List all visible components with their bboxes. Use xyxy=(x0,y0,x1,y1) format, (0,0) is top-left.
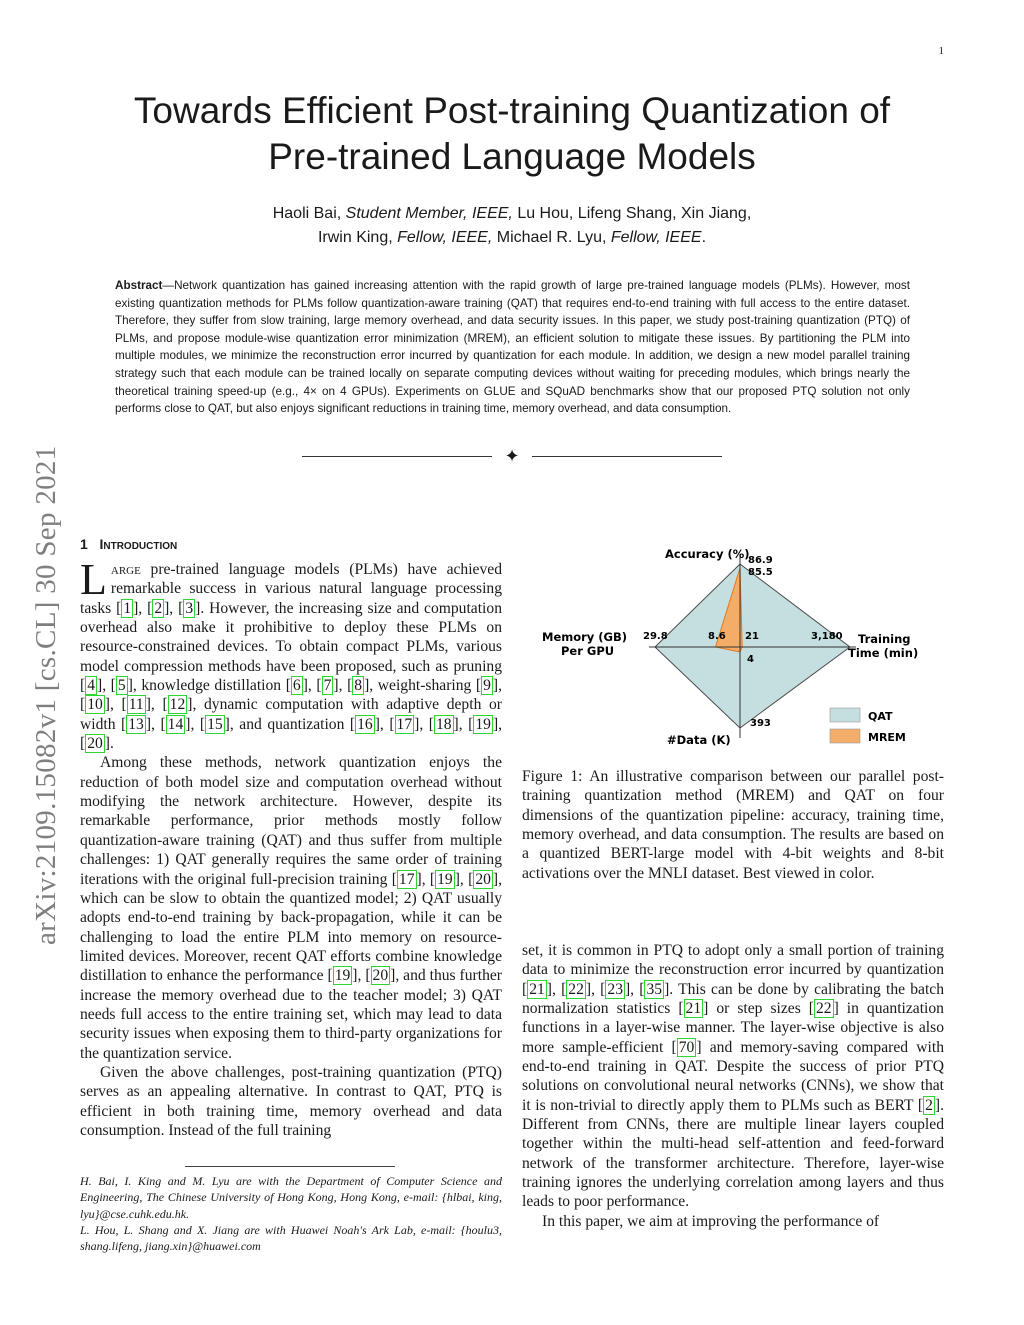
citation-link[interactable]: 20 xyxy=(475,870,491,888)
drop-cap: L xyxy=(80,555,107,604)
citation-link[interactable]: 22 xyxy=(568,980,584,998)
author-lyu: Michael R. Lyu, xyxy=(496,229,607,246)
citation-link[interactable]: 16 xyxy=(357,715,373,733)
abstract-label: Abstract xyxy=(115,279,163,292)
paper-title xyxy=(60,88,964,180)
citation-link[interactable]: 9 xyxy=(483,677,491,695)
citation-link[interactable]: 22 xyxy=(815,1000,832,1018)
abstract xyxy=(115,277,910,418)
divider-line-right xyxy=(532,456,722,457)
citation-link[interactable]: 19 xyxy=(334,967,351,985)
citation-link[interactable]: 17 xyxy=(398,870,415,888)
right-paragraph-2: In this paper, we aim at improving the performance of xyxy=(542,1212,880,1230)
arxiv-stamp: arXiv:2109.15082v1 [cs.CL] 30 Sep 2021 xyxy=(30,445,62,945)
label-training: Training xyxy=(858,632,911,646)
citation-link[interactable]: 20 xyxy=(87,735,103,753)
divider-line-left xyxy=(302,456,492,457)
footnote-affiliation-2: L. Hou, L. Shang and X. Jiang are with Huawei Noah's Ark Lab, e-mail: {houlu3, shang.lifeng, jiang.xin}@huawei.com xyxy=(80,1222,502,1254)
citation-link[interactable]: 21 xyxy=(529,980,545,998)
section-number: 1 xyxy=(80,536,88,552)
citation-link[interactable]: 11 xyxy=(128,696,144,714)
citation-link[interactable]: 23 xyxy=(607,980,623,998)
label-memory: Memory (GB) xyxy=(542,630,628,644)
author-end: . xyxy=(701,229,707,246)
citation-link[interactable]: 70 xyxy=(678,1038,695,1056)
legend-label-qat: QAT xyxy=(868,710,893,723)
intro-paragraph-3: Given the above challenges, post-training quantization (PTQ) serves as an appealing alternative. In contrast to QAT, PTQ is efficient in both training time, memory overhead and data consumption. Instead of the full training xyxy=(80,1063,502,1139)
legend-label-mrem: MREM xyxy=(868,731,906,744)
citation-link[interactable]: 21 xyxy=(685,1000,702,1018)
citation-link[interactable]: 17 xyxy=(396,715,413,733)
citation-link[interactable]: 20 xyxy=(372,967,389,985)
citation-link[interactable]: 1 xyxy=(123,599,132,617)
qat-polygon xyxy=(655,564,850,728)
value-accuracy-qat: 86.9 xyxy=(748,555,773,566)
legend-swatch-mrem xyxy=(830,729,860,743)
abstract-text: —Network quantization has gained increasing attention with the rapid growth of large pre-trained language models (PLMs). However, most existing quantization methods for PLMs follow quantization-aware training (QAT) that requires end-to-end training with full access to the entire dataset. Therefore, they suffer from slow training, large memory overhead, and data security issues. In this paper, we study post-training quantization (PTQ) of PLMs, and propose module-wise quantization error minimization (MREM), an efficient solution to mitigate these issues. By partitioning the PLM into multiple modules, we minimize the reconstruction error incurred by quantization for each module. In addition, we design a new model parallel training strategy such that each module can be trained locally on separate computing devices without waiting for preceding modules, which brings nearly the theoretical training speed-up (e.g., 4× on 4 GPUs). Experiments on GLUE and SQuAD benchmarks show that our proposed PTQ solution not only performs close to QAT, but also enjoys significant reductions in training time, memory overhead, and data consumption. xyxy=(115,279,910,416)
citation-link[interactable]: 3 xyxy=(185,599,194,617)
citation-link[interactable]: 2 xyxy=(925,1096,933,1114)
footnote-affiliation-1: H. Bai, I. King and M. Lyu are with the Department of Computer Science and Engineering, The Chinese University of Hong Kong, Hong Kong, e-mail: {hlbai, king, lyu}@cse.cuhk.edu.hk. xyxy=(80,1174,502,1221)
intro-paragraph-2: Among these methods, network quantization enjoys the reduction of both model size and computation overhead without modifying the network architecture. However, despite its remarkable performance, prior methods mostly follow quantization-aware training (QAT) and thus suffer from multiple challenges: 1) QAT generally requires the same order of training iterations with the original full-precision training [ 17 ], [ 19 ], [ 20 ], which can be slow to obtain the quantized model; 2) QAT usually adopts end-to-end training by back-propagation, while it can be challenging to load the entire PLM into memory on resource-limited devices. Moreover, recent QAT efforts combine knowledge distillation to enhance the performance [ 19 ], [ 20 ], and thus further increase the memory overhead due to the teacher model; 3) QAT needs full access to the entire training set, which may lead to data security issues when exposing them to third-party organizations for the quantization service. xyxy=(80,754,503,1062)
citation-link[interactable]: 10 xyxy=(87,696,103,714)
author-role: Fellow, IEEE, xyxy=(397,229,493,246)
citation-link[interactable]: 2 xyxy=(154,599,163,617)
citation-link[interactable]: 13 xyxy=(128,715,144,733)
citation-link[interactable]: 19 xyxy=(475,715,491,733)
author-line-2 xyxy=(60,227,964,249)
value-center: 21 xyxy=(745,631,759,642)
intro-right-column xyxy=(522,941,944,1231)
page-number: 1 xyxy=(938,45,944,57)
author-line-1 xyxy=(60,203,964,225)
citation-link[interactable]: 7 xyxy=(323,677,332,695)
value-memory-qat: 29.8 xyxy=(643,631,668,642)
value-data-qat: 393 xyxy=(750,718,771,729)
author-role: Fellow, IEEE xyxy=(610,229,702,246)
intro-paragraph-1: Large pre-trained language models (PLMs) have achieved remarkable success in various natural language processing tasks [ 1 ], [ 2 ], [ 3 ]. However, the increasing size and computation overhead also make it prohibitive to deploy these PLMs on resource-constrained devices. To obtain compact PLMs, various model compression methods have been proposed, such as pruning [ 4 ], [ 5 ], knowledge distillation [ 6 ], [ 7 ], [ 8 ], weight-sharing [ 9 ], [ 10 ], [ 11 ], [ 12 ], dynamic computation with adaptive depth or width [ 13 ], [ 14 ], [ 15 ], and quantization [ 16 ], [ 17 ], [ 18 ], [ 19 ], [ 20 ]. xyxy=(80,555,503,753)
value-memory-mrem: 8.6 xyxy=(708,631,726,642)
citation-link[interactable]: 19 xyxy=(437,870,453,888)
value-time-qat: 3,180 xyxy=(811,631,843,642)
author-list: Lu Hou, Lifeng Shang, Xin Jiang, xyxy=(517,205,752,222)
label-accuracy: Accuracy (%) xyxy=(665,547,750,561)
footnote-rule xyxy=(185,1166,395,1167)
legend-swatch-qat xyxy=(830,708,860,722)
radar-chart xyxy=(525,540,945,760)
author-king: Irwin King, xyxy=(317,229,393,246)
divider-star-icon: ✦ xyxy=(504,446,520,466)
label-training-sub: Time (min) xyxy=(848,646,919,660)
citation-link[interactable]: 4 xyxy=(87,677,95,695)
section-title: Introduction xyxy=(99,536,178,552)
title-line-1: Towards Efficient Post-training Quantization of xyxy=(133,90,891,131)
citation-link[interactable]: 35 xyxy=(646,980,663,998)
intro-left-column xyxy=(80,555,503,1140)
citation-link[interactable]: 6 xyxy=(292,677,301,695)
figure-caption: Figure 1: An illustrative comparison between our parallel post-training quantization method (MREM) and QAT on four dimensions of the quantization pipeline: accuracy, training time, memory overhead, and data consumption. The results are based on a quantized BERT-large model with 4-bit weights and 8-bit activations over the MNLI dataset. Best viewed in color. xyxy=(522,768,944,882)
citation-link[interactable]: 14 xyxy=(167,715,184,733)
citation-link[interactable]: 5 xyxy=(117,677,126,695)
label-data: #Data (K) xyxy=(667,733,731,747)
value-accuracy-mrem: 85.5 xyxy=(748,567,773,578)
value-time-mrem: 4 xyxy=(747,654,754,665)
label-memory-sub: Per GPU xyxy=(561,644,615,658)
citation-link[interactable]: 12 xyxy=(169,696,186,714)
title-line-2: Pre-trained Language Models xyxy=(268,136,756,177)
right-paragraph-1: set, it is common in PTQ to adopt only a small portion of training data to minimize the reconstruction error incurred by quantization [ 21 ], [ 22 ], [ 23 ], [ 35 ]. This can be done by calibrating the batch normalization statistics [ 21 ] or step sizes [ 22 ] in quantization functions in a layer-wise manner. The layer-wise objective is also more sample-efficient [ 70 ] and memory-saving compared with end-to-end training in QAT. Despite the success of prior PTQ solutions on convolutional neural networks (CNNs), we show that it is non-trivial to directly apply them to PLMs such as BERT [ 2 ]. Different from CNNs, there are multiple linear layers coupled together within the multi-head self-attention and feed-forward network of the transformer architecture. Therefore, layer-wise training ignores the underlying correlation among layers and thus leads to poor performance. xyxy=(522,942,945,1211)
footnotes xyxy=(80,1173,502,1254)
citation-link[interactable]: 8 xyxy=(354,677,363,695)
author-role: Student Member, IEEE, xyxy=(345,205,513,222)
citation-link[interactable]: 15 xyxy=(207,715,223,733)
citation-link[interactable]: 18 xyxy=(435,715,452,733)
author-bai: Haoli Bai, xyxy=(272,205,342,222)
section-heading xyxy=(80,536,177,552)
